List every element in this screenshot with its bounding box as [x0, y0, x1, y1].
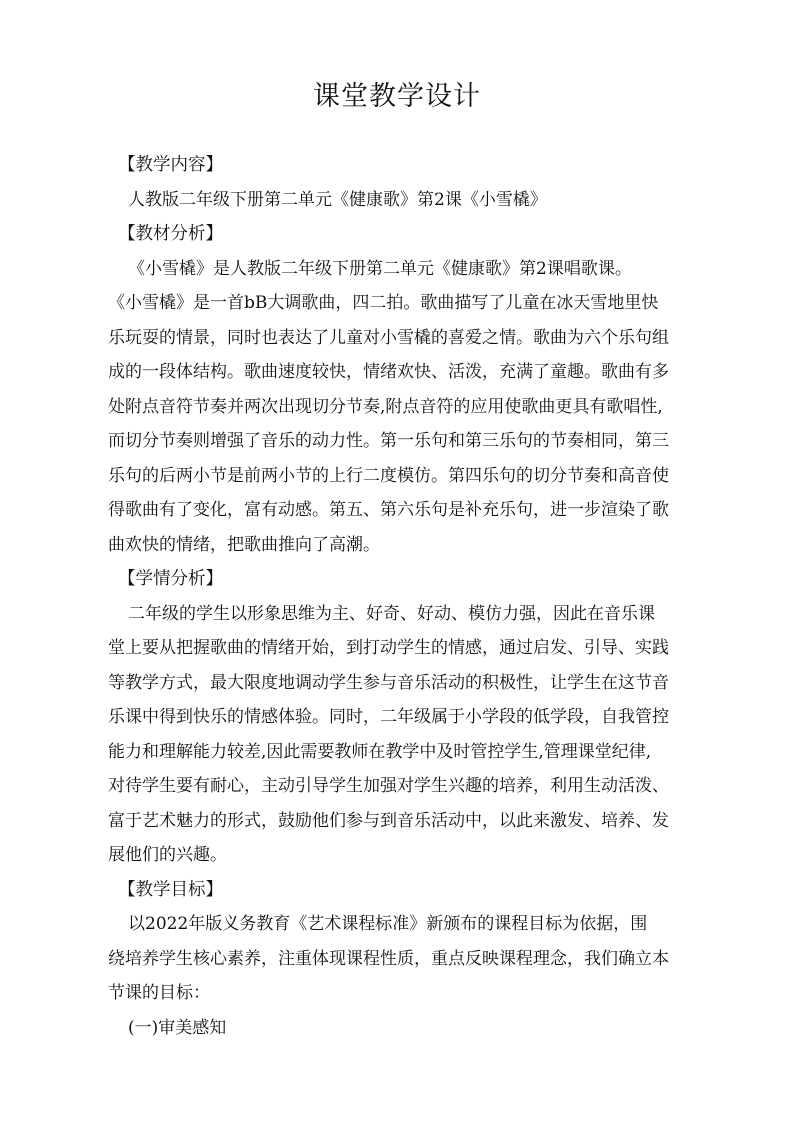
page-title: 课堂教学设计: [313, 81, 481, 112]
paragraph-line: 对待学生要有耐心，主动引导学生加强对学生兴趣的培养，利用生动活泼、: [108, 776, 669, 796]
section-heading-material: 【教材分析】: [118, 224, 223, 244]
paragraph-line: 乐句的后两小节是前两小节的上行二度模仿。第四乐句的切分节奏和高音使: [108, 465, 669, 486]
paragraph-line: 堂上要从把握歌曲的情绪开始，到打动学生的情感，通过启发、引导、实践: [108, 638, 669, 658]
paragraph-line: 能力和理解能力较差,因此需要教师在教学中及时管控学生,管理课堂纪律,: [108, 741, 652, 762]
paragraph-line: 而切分节奏则增强了音乐的动力性。第一乐句和第三乐句的节奏相同，第三: [108, 431, 669, 451]
paragraph-line: 展他们的兴趣。: [108, 845, 227, 865]
section-heading-students: 【学情分析】: [118, 569, 223, 589]
paragraph-line: 《小雪橇》是人教版二年级下册第二单元《健康歌》第2课唱歌课。: [128, 258, 632, 279]
paragraph-line: 曲欢快的情绪，把歌曲推向了高潮。: [108, 534, 380, 555]
paragraph-line: 二年级的学生以形象思维为主、好奇、好动、模仿力强，因此在音乐课: [128, 603, 655, 624]
paragraph-line: 成的一段体结构。歌曲速度较快，情绪欢快、活泼，充满了童趣。歌曲有多: [108, 362, 669, 382]
paragraph-line: 节课的目标：: [108, 983, 210, 1003]
paragraph-line: 绕培养学生核心素养，注重体现课程性质，重点反映课程理念，我们确立本: [108, 948, 669, 969]
subsection-heading: (一)审美感知: [128, 1017, 227, 1038]
paragraph-line: 处附点音符节奏并两次出现切分节奏,附点音符的应用使歌曲更具有歌唱性,: [108, 396, 663, 417]
section-heading-content: 【教学内容】: [118, 155, 223, 175]
paragraph-line: 以2022年版义务教育《艺术课程标准》新颁布的课程目标为依据，围: [128, 914, 648, 934]
document-body: [108, 148, 708, 1045]
section-heading-goals: 【教学目标】: [118, 879, 223, 900]
paragraph-line: 得歌曲有了变化，富有动感。第五、第六乐句是补充乐句，进一步渲染了歌: [108, 500, 669, 520]
paragraph-line: 富于艺术魅力的形式，鼓励他们参与到音乐活动中，以此来激发、培养、发: [108, 810, 669, 831]
paragraph-line: 《小雪橇》是一首bB大调歌曲，四二拍。歌曲描写了儿童在冰天雪地里快: [108, 293, 659, 313]
paragraph-line: 人教版二年级下册第二单元《健康歌》第2课《小雪橇》: [128, 189, 547, 210]
paragraph-line: 乐玩耍的情景，同时也表达了儿童对小雪橇的喜爱之情。歌曲为六个乐句组: [108, 327, 669, 348]
paragraph-line: 乐课中得到快乐的情感体验。同时，二年级属于小学段的低学段，自我管控: [108, 707, 669, 727]
paragraph-line: 等教学方式，最大限度地调动学生参与音乐活动的积极性，让学生在这节音: [108, 672, 669, 693]
